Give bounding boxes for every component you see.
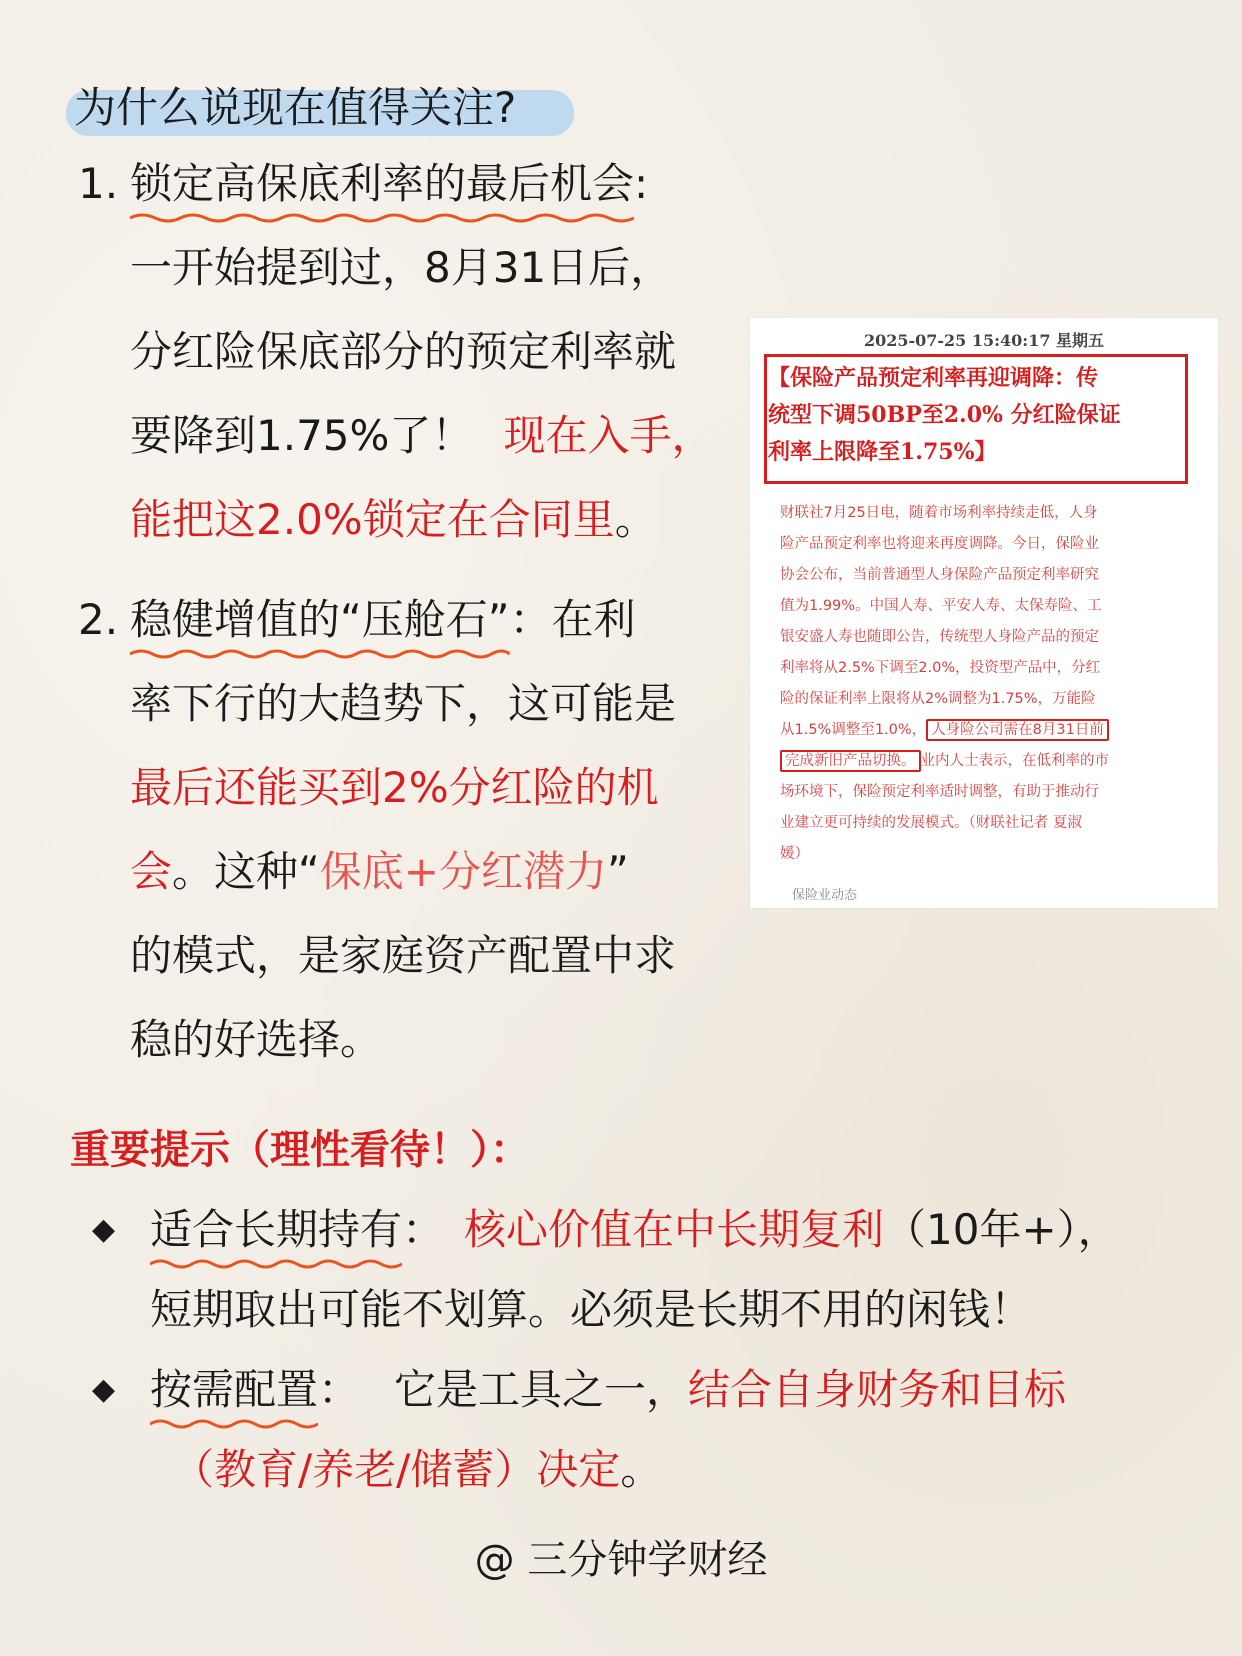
item1-title-line: 锁定高保底利率的最后机会 :: [130, 142, 648, 226]
item2-line2: 率下行的大趋势下，这可能是: [130, 679, 677, 728]
item2-number: 2.: [78, 595, 119, 644]
item2-line4: 会。这种“保底+分红潜力”: [130, 847, 629, 896]
tip2-line2: （教育/养老/储蓄）决定。: [172, 1445, 663, 1494]
tip1-line1: 适合长期持有 ： 核心价值在中长期复利（10年+），: [150, 1188, 1120, 1272]
tip1-line2: 短期取出可能不划算。必须是长期不用的闲钱！: [150, 1285, 1033, 1334]
item2-title-line: 稳健增值的“压舱石” ：在利: [130, 578, 636, 662]
item1-line2: 一开始提到过，8月31日后，: [130, 243, 673, 292]
item1-line4: 要降到1.75%了！ 现在入手，: [130, 411, 714, 460]
item2-title: 稳健增值的“压舱石”: [130, 578, 510, 662]
tip2-title: 按需配置: [150, 1348, 318, 1432]
news-screenshot-card: [750, 318, 1218, 908]
item1-title: 锁定高保底利率的最后机会: [130, 142, 634, 226]
heading-text: 为什么说现在值得关注?: [74, 83, 517, 132]
author-handle: @ 三分钟学财经: [474, 1537, 768, 1583]
wavy-underline: [130, 648, 510, 660]
item2-line5: 的模式，是家庭资产配置中求: [130, 931, 677, 980]
item1-number: 1.: [78, 159, 119, 208]
news-datetime: 2025-07-25 15:40:17 星期五: [863, 331, 1105, 350]
tips-heading: 重要提示（理性看待！）：: [70, 1127, 530, 1173]
diamond-bullet-icon: ◆: [92, 1372, 116, 1407]
item1-line3: 分红险保底部分的预定利率就: [130, 327, 677, 376]
boxed-highlight: 人身险公司需在8月31日前: [926, 719, 1109, 741]
item2-line6: 稳的好选择。: [130, 1015, 383, 1064]
tip2-line1: 按需配置 ： 它是工具之一，结合自身财务和目标: [150, 1348, 1066, 1432]
item2-line3: 最后还能买到2%分红险的机: [130, 763, 659, 812]
diamond-bullet-icon: ◆: [92, 1212, 116, 1247]
boxed-highlight: 完成新旧产品切换。: [780, 750, 921, 772]
wavy-underline: [130, 212, 634, 224]
news-title: 【保险产品预定利率再迎调降：传 统型下调50BP至2.0% 分红险保证 利率上限降至1.75%】: [768, 365, 1121, 465]
tip1-title: 适合长期持有: [150, 1188, 402, 1272]
item1-line5: 能把这2.0%锁定在合同里。: [130, 495, 657, 544]
news-body: 财联社7月25日电，随着市场利率持续走低，人身 险产品预定利率也将迎来再度调降。今日，保险业 协会公布，当前普通型人身保险产品预定利率研究 值为1.99%。中国人寿、平安人寿、太保寿险、工 银安盛人寿也随即公告，传统型人身险产品的预定 利率将从2.5%下调至2.0%，投资型产品中，分红 险的保证利率上限将从2%调整为1.75%，万能险 从1.5%调整至1.0%， 人身险公司需在8月31日前 完成新旧产品切换。 业内人士表示，在低利率的市 场环境下，保险预定利率适时调整，有助于推动行 业建立更可持续的发展模式。（财联社记者 夏淑 媛）: [780, 505, 1109, 862]
news-source: 保险业动态: [792, 888, 858, 903]
